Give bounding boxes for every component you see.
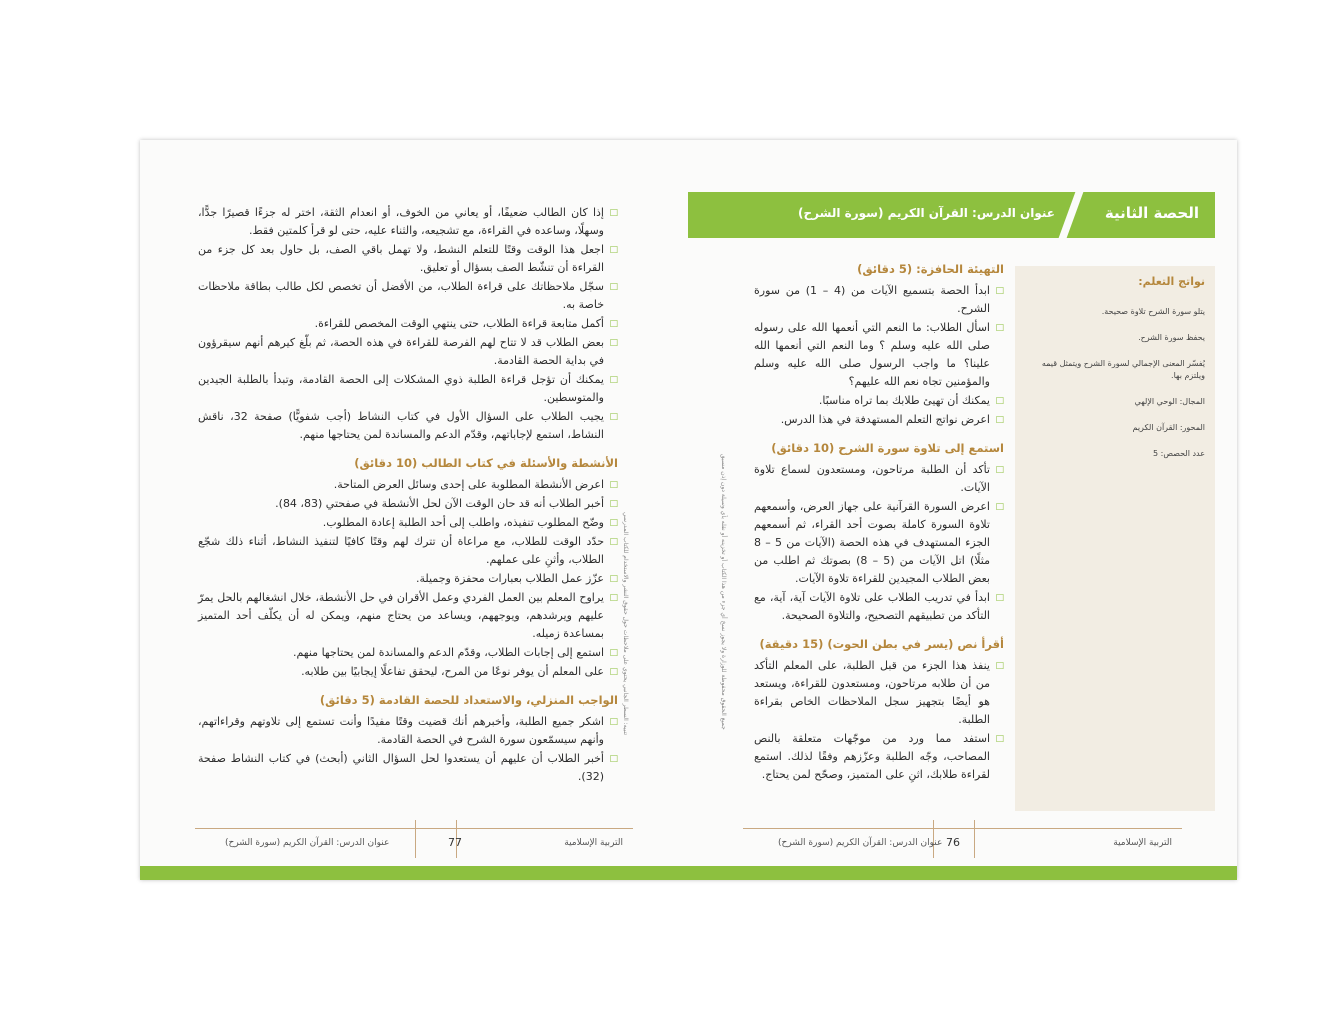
read-list [754,657,1004,784]
list-item: □ أخبر الطلاب أنه قد حان الوقت الآن لحل الأنشطة في صفحتي (83، 84). [198,495,618,513]
page-77 [140,140,689,880]
list-item: □ اسأل الطلاب: ما النعم التي أنعمها الله على رسوله صلى الله عليه وسلم ؟ وما النعم التي أنعمها الله علينا؟ ما واجب الرسول صلى الله عليه وسلم والمؤمنين تجاه نعم الله عليهم؟ [754,319,1004,391]
list-item: □ أخبر الطلاب أن عليهم أن يستعدوا لحل السؤال الثاني (أبحث) في كتاب النشاط صفحة (32). [198,750,618,786]
outcome-item: المجال: الوحي الإلهي [1134,397,1205,406]
footer-subject: التربية الإسلامية [564,838,623,848]
list-item: □ حدّد الوقت للطلاب، مع مراعاة أن تترك لهم وقتًا كافيًا لتنفيذ النشاط، أثناء ذلك شجّع الطلاب، وأثنِ على عملهم. [198,533,618,569]
list-item: □ بعض الطلاب قد لا تتاح لهم الفرصة للقراءة في هذه الحصة، ثم بلّغ كيرهم أنهم سيقرؤون في بداية الحصة القادمة. [198,334,618,370]
block2-list [198,476,618,681]
list-item: □ ينفذ هذا الجزء من قبل الطلبة، على المعلم التأكد من أن طلابه مرتاحون، ومستعدون للقراءة، ويستعد هو أيضًا بتجهيز سجل الملاحظات الخاص بقراءة الطلبة. [754,657,1004,729]
section-title: الأنشطة والأسئلة في كتاب الطالب (10 دقائق) [354,456,618,470]
footer-subject: التربية الإسلامية [1113,838,1172,848]
footer-rule [195,828,633,829]
section-title: استمع إلى تلاوة سورة الشرح (10 دقائق) [771,441,1004,455]
lesson-header [688,192,1215,238]
list-item: □ اعرض الأنشطة المطلوبة على إحدى وسائل العرض المتاحة. [198,476,618,494]
list-item: □ يجيب الطلاب على السؤال الأول في كتاب النشاط (أجب شفويًّا) صفحة 32، ناقش النشاط، استمع لإجاباتهم، وقدّم الدعم والمساندة لمن يحتاجها منهم. [198,408,618,444]
page-76 [688,140,1237,880]
list-item: □ اشكر جميع الطلبة، وأخبرهم أنك قضيت وقتًا مفيدًا وأنت تستمع إلى تلاوتهم وقراءاتهم، وأنهم سيسمّعون سورة الشرح في الحصة القادمة. [198,713,618,749]
listen-list [754,461,1004,625]
list-item: □ ابدأ الحصة بتسميع الآيات من (4 – 1) من سورة الشرح. [754,282,1004,318]
list-item: □ اعرض نواتج التعلم المستهدفة في هذا الدرس. [754,411,1004,429]
lesson-label: الحصة الثانية [1104,204,1199,222]
list-item: □ وضّح المطلوب تنفيذه، واطلب إلى أحد الطلبة إعادة المطلوب. [198,514,618,532]
footer-lesson-title: عنوان الدرس: القرآن الكريم (سورة الشرح) [225,838,390,848]
list-item: □ اجعل هذا الوقت وقتًا للتعلم النشط، ولا تهمل باقي الصف، بل حاول بعد كل جزء من القراءة أن تنشّط الصف بسؤال أو تعليق. [198,241,618,277]
list-item: □ يراوح المعلم بين العمل الفردي وعمل الأقران في حل الأنشطة، خلال انشغالهم بالحل يمرّ عليهم ويرشدهم، ويوجههم، ويساعد من يحتاج منهم، ويمكن له أن يكلّف أحد المتميز بمساعدة زميله. [198,589,618,643]
list-item: □ سجّل ملاحظاتك على قراءة الطلاب، من الأفضل أن تخصص لكل طالب بطاقة ملاحظات خاصة به. [198,278,618,314]
outcome-item: يحفظ سورة الشرح. [1138,333,1205,342]
page-77-content [198,204,618,787]
side-note: تنبيه: السطر الجانبي يحتوي على ملاحظات حول حقوق النشر والاستخدام للكتاب المدرسي [622,511,629,735]
section-title: الواجب المنزلي، والاستعداد للحصة القادمة (5 دقائق) [319,693,618,707]
list-item: □ إذا كان الطالب ضعيفًا، أو يعاني من الخوف، أو انعدام الثقة، اختر له جزءًا قصيرًا جدًّا، وسهلًا، وساعده في القراءة، مع تشجيعه، والثناء عليه، حتى لو قرأ كلمتين فقط. [198,204,618,240]
outcome-item: عدد الحصص: 5 [1153,449,1205,458]
book-spread [140,140,1237,880]
list-item: □ عزّز عمل الطلاب بعبارات محفزة وجميلة. [198,570,618,588]
header-divider [1059,192,1084,238]
list-item: □ ابدأ في تدريب الطلاب على تلاوة الآيات آية، آية، مع التأكد من تطبيقهم التصحيح، والتلاوة الصحيحة. [754,589,1004,625]
list-item: □ أكمل متابعة قراءة الطلاب، حتى ينتهي الوقت المخصص للقراءة. [198,315,618,333]
block1-list [198,204,618,444]
page-footer [743,828,1182,860]
section-title: التهيئة الحافزة: (5 دقائق) [857,262,1004,276]
footer-lesson-title: عنوان الدرس: القرآن الكريم (سورة الشرح) [778,838,943,848]
list-item: □ اعرض السورة القرآنية على جهاز العرض، وأسمعهم تلاوة السورة كاملة بصوت أحد القراء، ثم أسمعهم الجزء المستهدف في هذه الحصة (الآيات من 5 – 8 مثلًا) اتل الآيات من (5 – 8) بصوتك ثم اطلب من بعض الطلاب المجيدين للقراءة تلاوة الآيات. [754,498,1004,588]
list-item: □ استمع إلى إجابات الطلاب، وقدّم الدعم والمساندة لمن يحتاجها منهم. [198,644,618,662]
list-item: □ على المعلم أن يوفر نوعًا من المرح، ليحقق تفاعلًا إيجابيًا بين طلابه. [198,663,618,681]
outcome-item: يُفسّر المعنى الإجمالي لسورة الشرح ويتمثل قيمه ويلتزم بها. [1041,359,1205,380]
lesson-title: عنوان الدرس: القرآن الكريم (سورة الشرح) [798,206,1055,220]
outcome-item: المحور: القرآن الكريم [1132,423,1205,432]
outcomes-heading: نواتج التعلم: [1138,275,1205,288]
section-title: أقرأ نص (يسر في بطن الحوت) (15 دقيقة) [759,637,1004,651]
page-footer [195,828,633,860]
learning-outcomes-box [1015,266,1215,811]
list-item: □ تأكد أن الطلبة مرتاحون، ومستعدون لسماع تلاوة الآيات. [754,461,1004,497]
bottom-color-bar [140,866,688,880]
outcome-item: يتلو سورة الشرح تلاوة صحيحة. [1101,307,1205,316]
list-item: □ استفد مما ورد من موجّهات متعلقة بالنص المصاحب، وجّه الطلبة وعزّزهم وفقًا لذلك. استمع لقراءة طلابك، اثنِ على المتميز، وصحّح لمن يحتاج. [754,730,1004,784]
page-number: 77 [448,836,462,849]
page-76-content [754,260,1004,785]
bottom-color-bar [688,866,1237,880]
list-item: □ يمكنك أن تؤجل قراءة الطلبة ذوي المشكلات إلى الحصة القادمة، وتبدأ بالطلبة الجيدين والمتوسطين. [198,371,618,407]
list-item: □ يمكنك أن تهيئ طلابك بما تراه مناسبًا. [754,392,1004,410]
page-number: 76 [946,836,960,849]
side-note: جميع الحقوق محفوظة للوزارة ولا يجوز نسخ أي جزء من هذا الكتاب أو تخزينه أو نقله بأي وسيلة دون إذن مسبق [720,454,727,730]
warmup-list [754,282,1004,429]
block3-list [198,713,618,786]
